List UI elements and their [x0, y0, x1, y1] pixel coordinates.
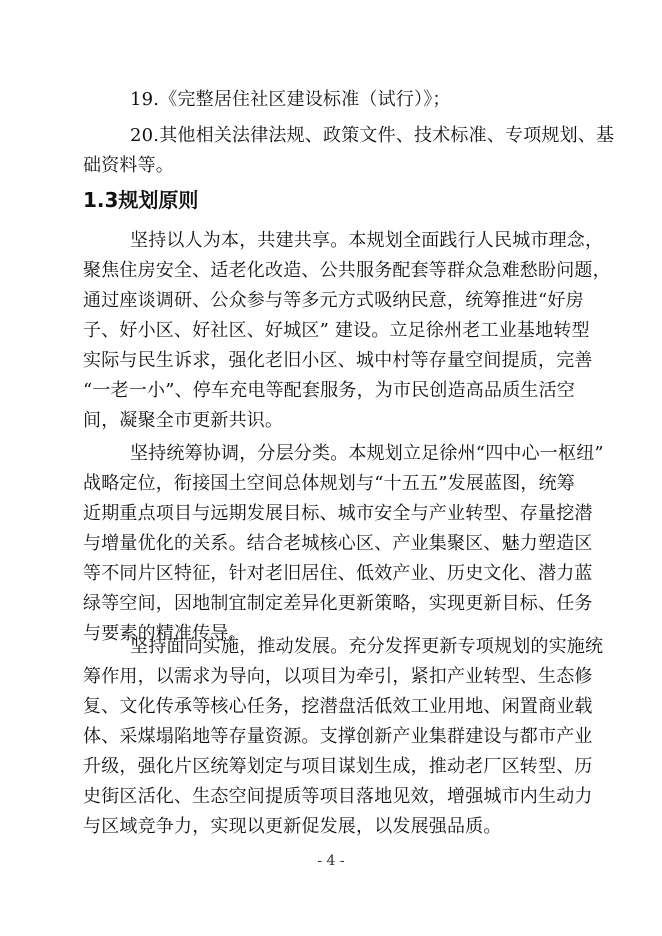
paragraph-line: 与增量优化的关系。结合老城核心区、产业集聚区、魅力塑造区 — [83, 533, 593, 554]
paragraph-line: 等不同片区特征，针对老旧居住、低效产业、历史文化、潜力蓝 — [83, 563, 593, 584]
paragraph-line: 与区域竞争力，实现以更新促发展，以发展强品质。 — [83, 816, 502, 837]
paragraph-line: 子、好小区、好社区、好城区” 建设。立足徐州老工业基地转型 — [83, 320, 590, 341]
paragraph-line: 筹作用，以需求为导向，以项目为牵引，紧扣产业转型、生态修 — [83, 666, 593, 687]
paragraph-line: 通过座谈调研、公众参与等多元方式吸纳民意，统筹推进“好房 — [83, 290, 584, 311]
reference-item-20-line-1: 20.其他相关法律法规、政策文件、技术标准、专项规划、基 — [130, 125, 615, 146]
paragraph-line: 聚焦住房安全、适老化改造、公共服务配套等群众急难愁盼问题， — [83, 260, 611, 281]
paragraph-line: 与要素的精准传导。 — [83, 623, 247, 644]
paragraph-line: 复、文化传承等核心任务，挖潜盘活低效工业用地、闲置商业载 — [83, 696, 593, 717]
paragraph-line: 坚持以人为本，共建共享。本规划全面践行人民城市理念， — [130, 230, 604, 251]
paragraph-line: 近期重点项目与远期发展目标、城市安全与产业转型、存量挖潜 — [83, 503, 593, 524]
section-heading: 1.3规划原则 — [83, 188, 199, 212]
reference-item-20-line-2: 础资料等。 — [83, 155, 174, 176]
paragraph-line: 坚持面向实施，推动发展。充分发挥更新专项规划的实施统 — [130, 636, 604, 657]
paragraph-line: 绿等空间，因地制宜制定差异化更新策略，实现更新目标、任务 — [83, 593, 593, 614]
paragraph-line: 升级，强化片区统筹划定与项目谋划生成，推动老厂区转型、历 — [83, 756, 593, 777]
paragraph-line: 战略定位，衔接国土空间总体规划与“十五五”发展蓝图，统筹 — [83, 473, 576, 494]
paragraph-line: 间，凝聚全市更新共识。 — [83, 410, 284, 431]
paragraph-line: 体、采煤塌陷地等存量资源。支撑创新产业集群建设与都市产业 — [83, 726, 593, 747]
paragraph-line: 坚持统筹协调，分层分类。本规划立足徐州“四中心一枢纽” — [130, 443, 604, 464]
paragraph-line: “一老一小”、停车充电等配套服务，为市民创造高品质生活空 — [83, 380, 576, 401]
reference-item-19: 19.《完整居住社区建设标准（试行）》； — [130, 89, 451, 110]
paragraph-line: 史街区活化、生态空间提质等项目落地见效，增强城市内生动力 — [83, 786, 593, 807]
paragraph-line: 实际与民生诉求，强化老旧小区、城中村等存量空间提质，完善 — [83, 350, 593, 371]
page-number: - 4 - — [317, 853, 345, 869]
